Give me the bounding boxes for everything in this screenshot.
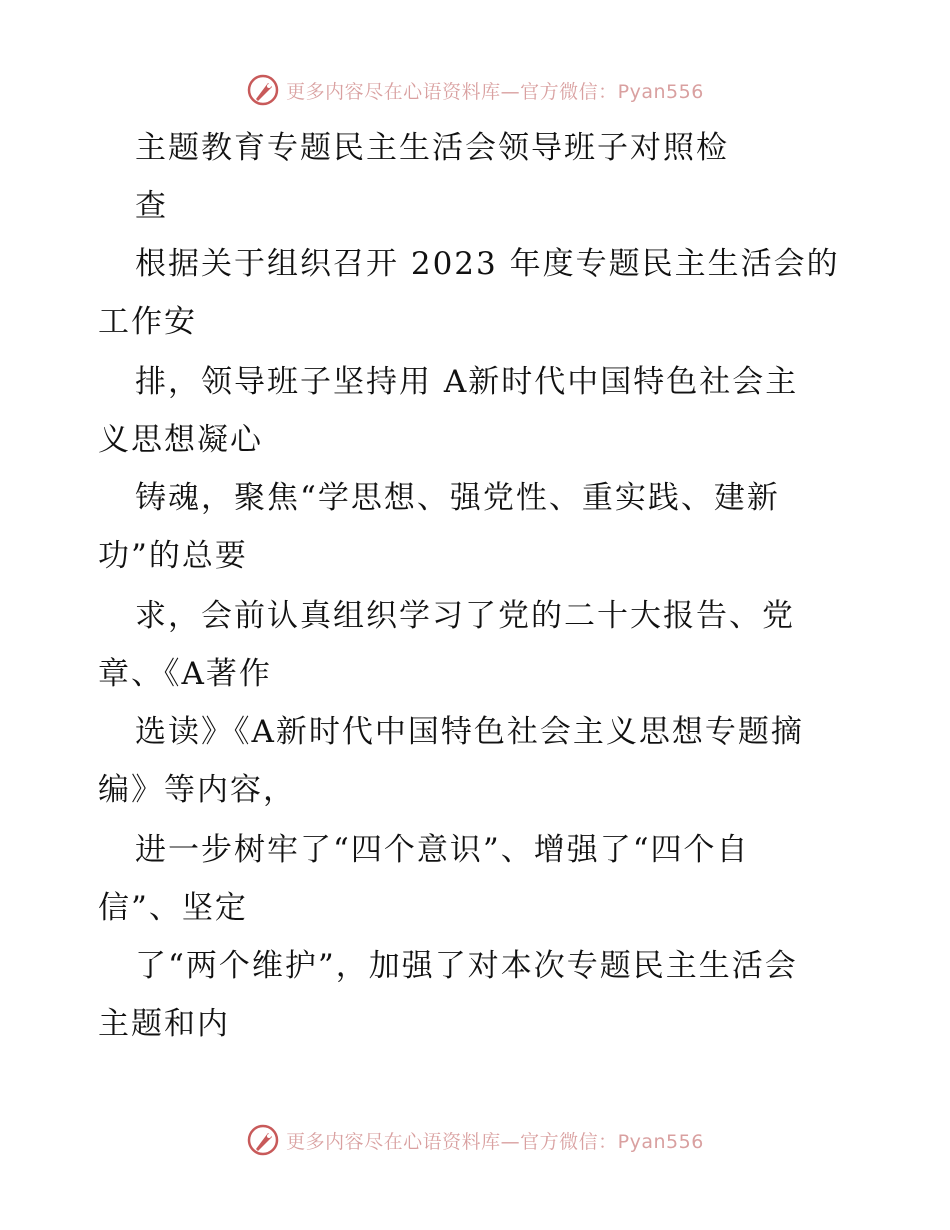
header-watermark — [0, 70, 950, 110]
text-line: 求，会前认真组织学习了党的二十大报告、党 — [135, 598, 795, 634]
text-line: 义思想凝心 — [98, 422, 263, 458]
text-line: 查 — [135, 188, 168, 224]
text-line: 选读》《A新时代中国特色社会主义思想专题摘 — [135, 714, 804, 750]
text-line: 编》等内容， — [98, 772, 296, 808]
text-line: 了“两个维护”，加强了对本次专题民主生活会 — [135, 948, 798, 984]
text-line: 信”、坚定 — [98, 890, 248, 926]
text-line: 排，领导班子坚持用 A新时代中国特色社会主 — [135, 364, 799, 400]
watermark-text: 更多内容尽在心语资料库—官方微信：Pyan556 — [286, 1130, 704, 1153]
pen-nib-logo-icon — [246, 1123, 280, 1157]
text-line: 进一步树牢了“四个意识”、增强了“四个自 — [135, 832, 750, 868]
footer-watermark — [0, 1120, 950, 1160]
text-line: 主题教育专题民主生活会领导班子对照检 — [135, 130, 729, 166]
text-line: 铸魂，聚焦“学思想、强党性、重实践、建新 — [135, 480, 780, 516]
watermark-text: 更多内容尽在心语资料库—官方微信：Pyan556 — [286, 80, 704, 103]
text-line: 主题和内 — [98, 1006, 230, 1042]
text-line: 功”的总要 — [98, 538, 248, 574]
pen-nib-logo-icon — [246, 73, 280, 107]
text-line: 工作安 — [98, 304, 197, 340]
text-line: 根据关于组织召开 2023 年度专题民主生活会的 — [135, 246, 840, 282]
text-line: 章、《A著作 — [98, 656, 272, 692]
